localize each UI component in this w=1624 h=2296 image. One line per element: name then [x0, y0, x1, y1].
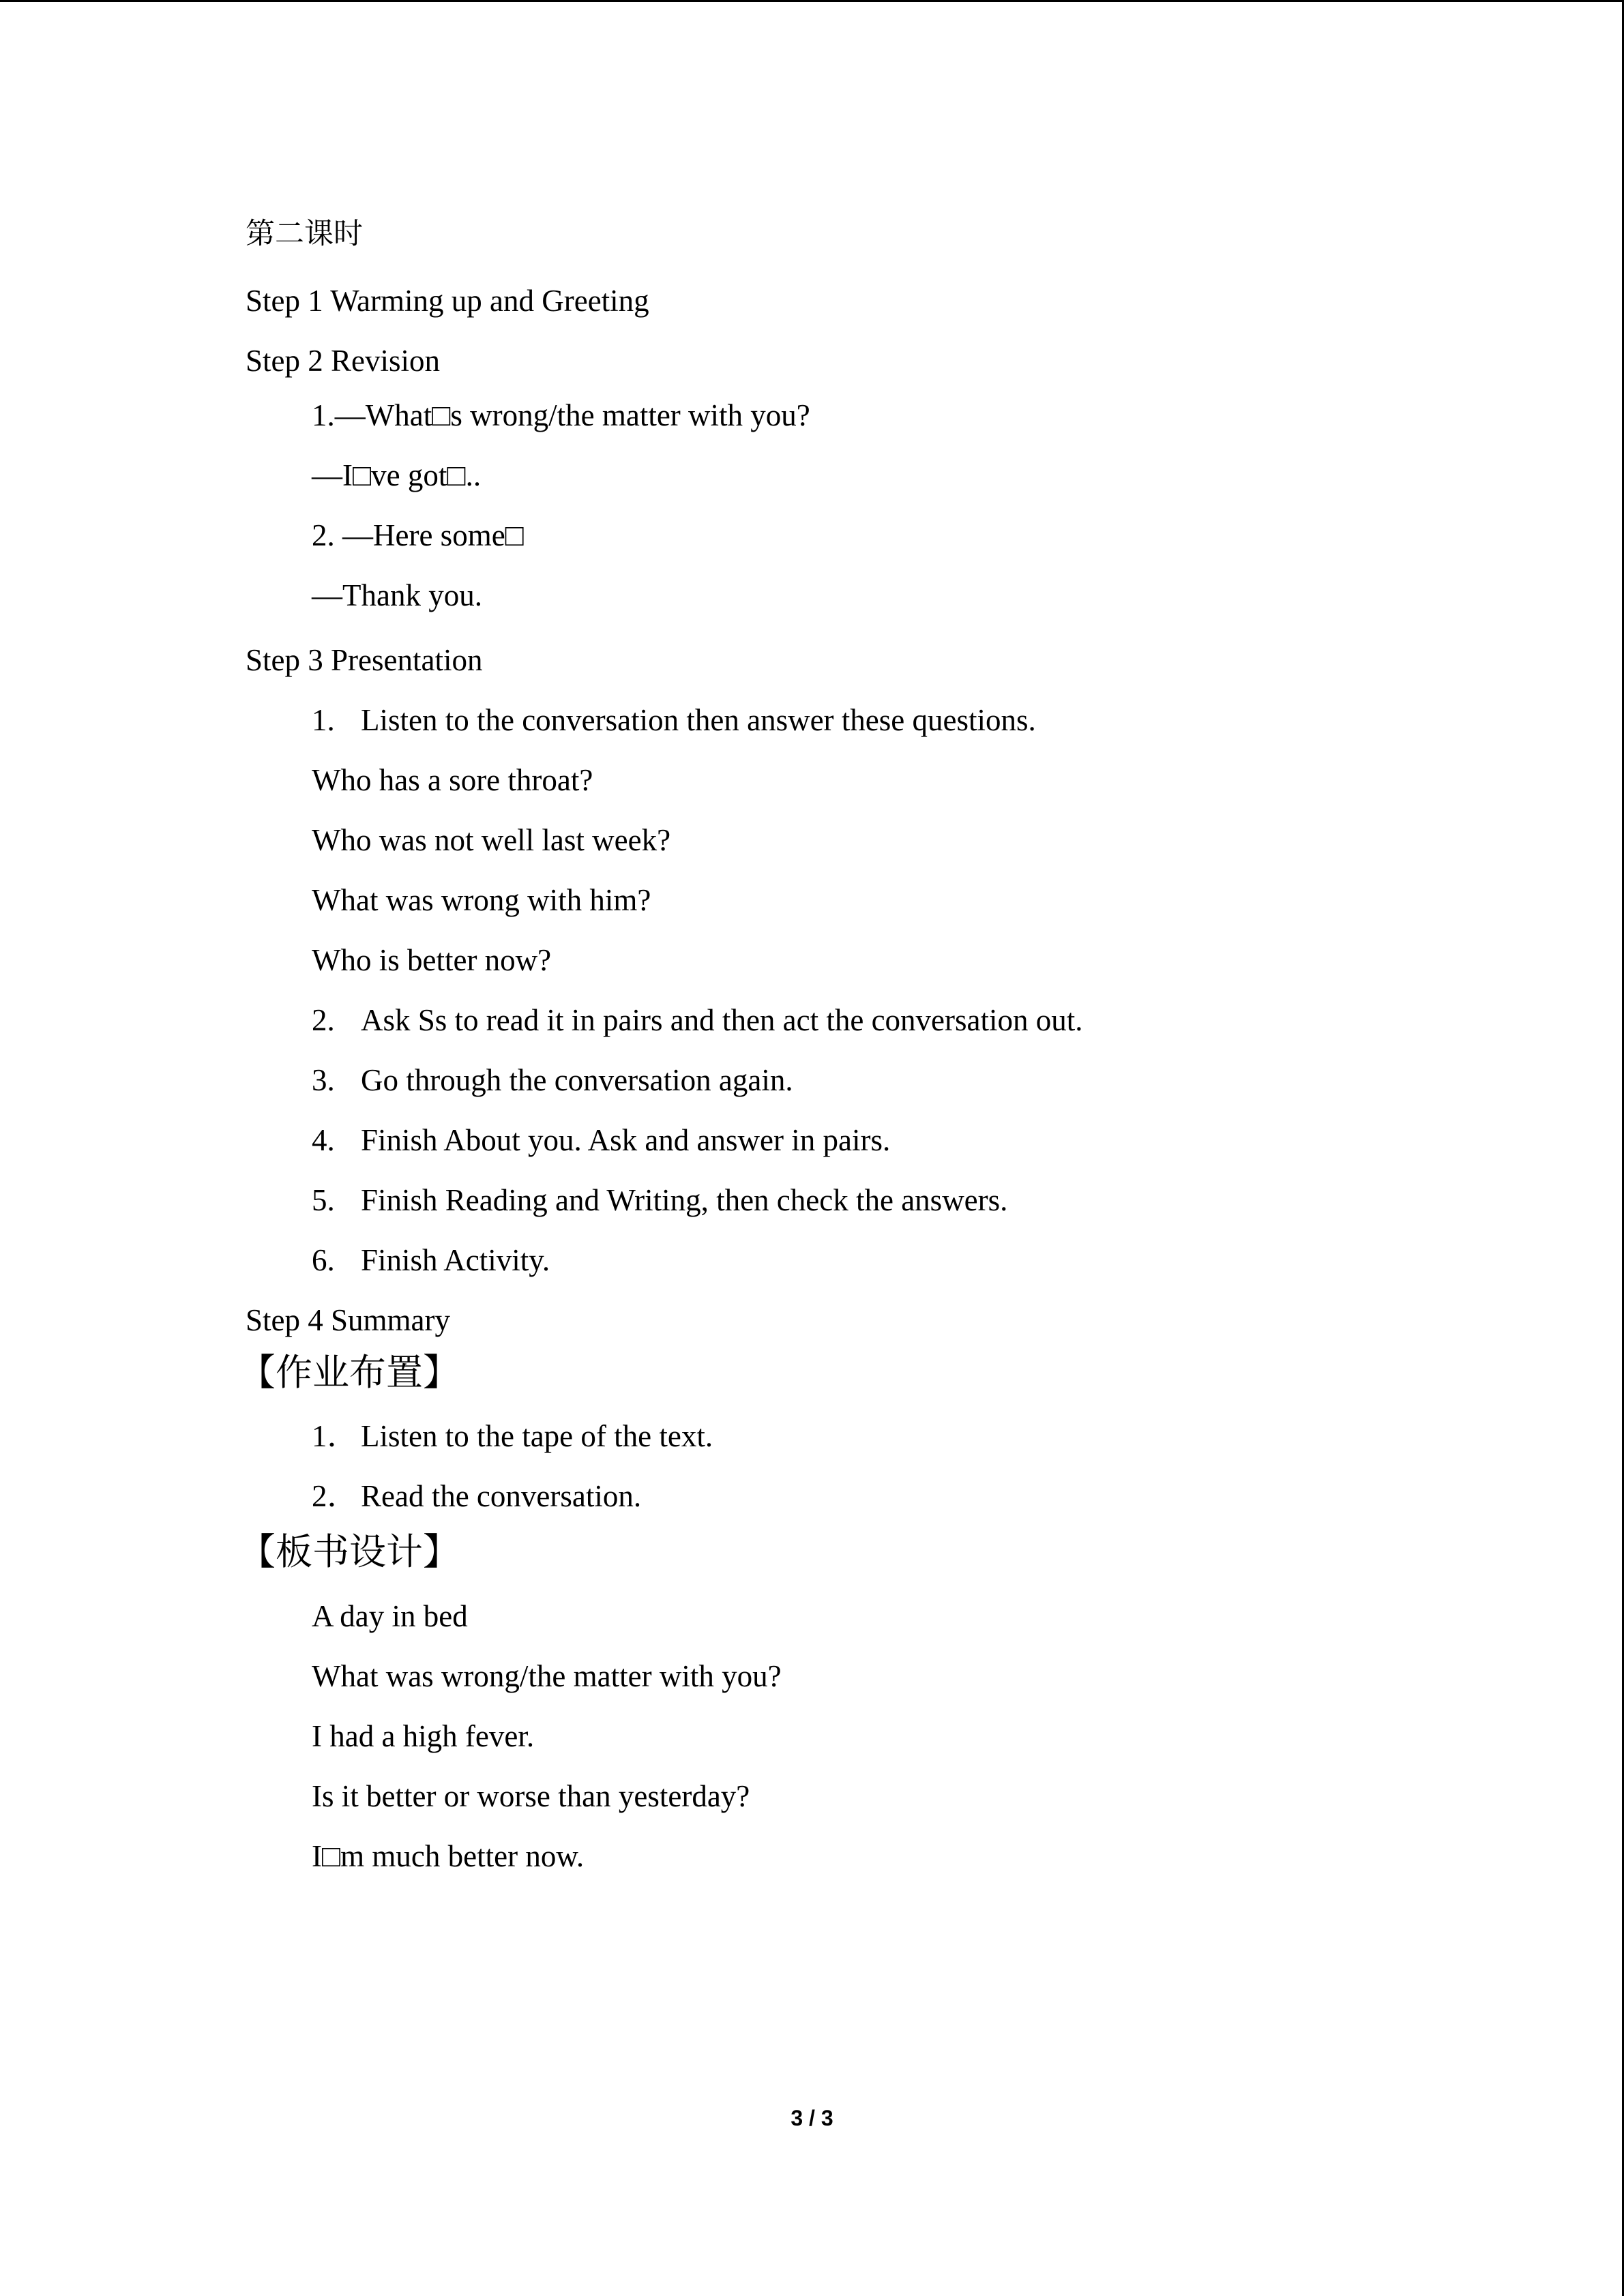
- homework-item-2: [312, 1476, 641, 1517]
- revision-line-4: —Thank you.: [312, 578, 482, 612]
- list-number: 1.: [312, 703, 335, 737]
- list-text: Read the conversation.: [361, 1479, 642, 1513]
- revision-line-2: —I□ve got□..: [312, 458, 482, 492]
- list-text: Listen to the conversation then answer these questions.: [361, 703, 1036, 737]
- list-text: Go through the conversation again.: [361, 1063, 793, 1097]
- homework-item-1: [312, 1416, 713, 1457]
- blackboard-line-5: I□m much better now.: [312, 1839, 585, 1873]
- list-number: 6.: [312, 1243, 335, 1277]
- presentation-item-3: [312, 1060, 793, 1101]
- list-text: Finish Activity.: [361, 1243, 550, 1277]
- list-text: Ask Ss to read it in pairs and then act the conversation out.: [361, 1003, 1083, 1037]
- step-3-heading: Step 3 Presentation: [246, 643, 483, 677]
- blackboard-line-4: Is it better or worse than yesterday?: [312, 1779, 750, 1813]
- presentation-item-2: [312, 1000, 1083, 1041]
- question-3: What was wrong with him?: [312, 883, 651, 917]
- question-4: Who is better now?: [312, 943, 552, 977]
- list-number: 5.: [312, 1183, 335, 1217]
- blackboard-line-3: I had a high fever.: [312, 1719, 535, 1753]
- question-2: Who was not well last week?: [312, 823, 671, 857]
- list-text: Finish About you. Ask and answer in pairs.: [361, 1123, 891, 1157]
- page-number: 3 / 3: [791, 2106, 833, 2130]
- presentation-item-6: [312, 1240, 550, 1281]
- list-number: 2．: [312, 1479, 358, 1513]
- revision-line-1: 1.—What□s wrong/the matter with you?: [312, 398, 810, 432]
- list-text: Finish Reading and Writing, then check the answers.: [361, 1183, 1008, 1217]
- blackboard-line-1: A day in bed: [312, 1599, 468, 1633]
- list-number: 1．: [312, 1419, 358, 1453]
- list-number: 3.: [312, 1063, 335, 1097]
- lesson-title: 第二课时: [246, 217, 363, 251]
- homework-heading: 【作业布置】: [239, 1351, 460, 1394]
- list-number: 2.: [312, 1003, 335, 1037]
- list-number: 4.: [312, 1123, 335, 1157]
- presentation-item-5: [312, 1180, 1007, 1221]
- step-2-heading: Step 2 Revision: [246, 344, 441, 378]
- step-1-heading: Step 1 Warming up and Greeting: [246, 284, 649, 318]
- presentation-item-1: [312, 700, 1036, 741]
- step-4-heading: Step 4 Summary: [246, 1303, 450, 1337]
- question-1: Who has a sore throat?: [312, 763, 593, 797]
- presentation-item-4: [312, 1120, 890, 1161]
- blackboard-line-2: What was wrong/the matter with you?: [312, 1659, 782, 1693]
- revision-line-3: 2. —Here some□: [312, 518, 524, 552]
- blackboard-heading: 【板书设计】: [239, 1530, 460, 1573]
- list-text: Listen to the tape of the text.: [361, 1419, 713, 1453]
